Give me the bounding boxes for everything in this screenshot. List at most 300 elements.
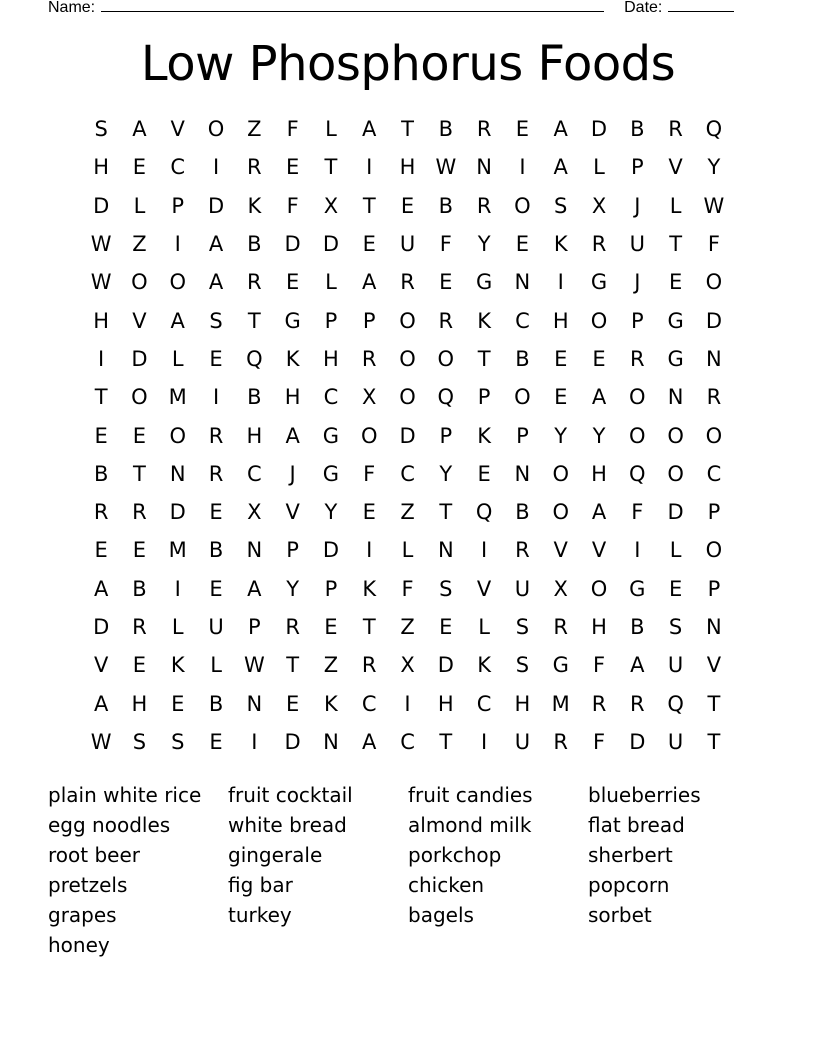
grid-letter[interactable]: E <box>209 729 223 754</box>
grid-letter[interactable]: Q <box>437 385 455 410</box>
grid-letter[interactable]: R <box>591 691 607 716</box>
grid-letter[interactable]: F <box>592 653 606 678</box>
grid-letter[interactable]: P <box>707 500 721 525</box>
word-list-item: fig bar <box>228 873 293 897</box>
grid-letter[interactable]: A <box>208 270 224 295</box>
grid-letter[interactable]: O <box>667 423 684 448</box>
grid-letter[interactable]: N <box>667 385 684 410</box>
grid-letter[interactable]: U <box>399 232 416 257</box>
grid-letter[interactable]: H <box>93 155 110 180</box>
grid-letter[interactable]: T <box>362 193 376 218</box>
grid-letter[interactable]: D <box>169 500 186 525</box>
grid-letter[interactable]: J <box>289 461 296 486</box>
grid-letter[interactable]: I <box>404 691 411 716</box>
grid-letter[interactable]: I <box>481 729 488 754</box>
grid-letter[interactable]: W <box>90 232 112 257</box>
grid-letter[interactable]: C <box>400 461 415 486</box>
grid-letter[interactable]: V <box>93 653 109 678</box>
grid-letter[interactable]: R <box>208 423 224 448</box>
grid-letter[interactable]: O <box>399 385 416 410</box>
grid-letter[interactable]: R <box>476 193 492 218</box>
grid-letter[interactable]: T <box>707 729 721 754</box>
grid-letter[interactable]: A <box>591 500 607 525</box>
grid-letter[interactable]: T <box>669 232 683 257</box>
grid-letter[interactable]: O <box>705 423 723 448</box>
grid-letter[interactable]: L <box>171 346 184 371</box>
date-label: Date: <box>624 0 663 16</box>
grid-letter[interactable]: A <box>247 576 262 601</box>
grid-letter[interactable]: K <box>285 346 300 371</box>
grid-letter[interactable]: A <box>362 117 377 142</box>
grid-letter[interactable]: H <box>437 691 454 716</box>
grid-letter[interactable]: S <box>515 615 530 639</box>
grid-letter[interactable]: P <box>362 308 376 333</box>
grid-letter[interactable]: R <box>400 270 415 295</box>
grid-letter[interactable]: R <box>706 385 722 410</box>
grid-letter[interactable]: T <box>133 461 146 486</box>
grid-letter[interactable]: K <box>170 653 185 678</box>
grid-letter[interactable]: R <box>247 270 262 295</box>
grid-letter[interactable]: R <box>361 653 377 678</box>
grid-letter[interactable]: I <box>557 270 564 295</box>
grid-letter[interactable]: L <box>669 538 682 563</box>
grid-letter[interactable]: V <box>132 308 147 333</box>
grid-letter[interactable]: E <box>285 155 300 180</box>
grid-letter[interactable]: U <box>667 729 684 754</box>
grid-letter[interactable]: R <box>361 346 377 371</box>
grid-letter[interactable]: H <box>552 308 569 333</box>
grid-letter[interactable]: B <box>515 346 530 371</box>
grid-letter[interactable]: B <box>247 232 262 257</box>
grid-letter[interactable]: B <box>630 615 645 639</box>
grid-letter[interactable]: F <box>631 500 644 525</box>
grid-letter[interactable]: R <box>285 615 300 639</box>
grid-letter[interactable]: A <box>93 691 109 716</box>
grid-letter[interactable]: F <box>592 729 606 754</box>
grid-letter[interactable]: E <box>668 270 683 295</box>
grid-letter[interactable]: H <box>591 461 607 486</box>
grid-letter[interactable]: N <box>706 346 722 371</box>
grid-letter[interactable]: F <box>363 461 376 486</box>
grid-letter[interactable]: L <box>401 538 414 563</box>
grid-letter[interactable]: O <box>399 346 416 371</box>
grid-letter[interactable]: O <box>629 385 646 410</box>
grid-letter[interactable]: K <box>477 653 491 678</box>
grid-letter[interactable]: E <box>94 538 108 563</box>
name-field[interactable] <box>101 0 604 12</box>
grid-letter[interactable]: C <box>706 461 722 486</box>
grid-letter[interactable]: S <box>515 653 530 678</box>
grid-letter[interactable]: Y <box>439 461 453 486</box>
grid-letter[interactable]: B <box>515 500 530 525</box>
grid-letter[interactable]: E <box>592 346 606 371</box>
grid-letter[interactable]: Y <box>554 423 568 448</box>
grid-letter[interactable]: D <box>322 232 340 257</box>
grid-letter[interactable]: E <box>285 270 300 295</box>
grid-letter[interactable]: I <box>212 385 220 410</box>
grid-letter[interactable]: G <box>475 270 493 295</box>
grid-letter[interactable]: U <box>629 232 645 257</box>
grid-letter[interactable]: K <box>324 691 338 716</box>
grid-letter[interactable]: D <box>629 729 646 754</box>
grid-letter[interactable]: P <box>286 538 299 563</box>
grid-letter[interactable]: V <box>476 576 492 601</box>
grid-letter[interactable]: R <box>553 615 568 639</box>
grid-letter[interactable]: S <box>668 615 683 639</box>
grid-letter[interactable]: M <box>168 385 187 410</box>
grid-letter[interactable]: D <box>207 193 225 218</box>
grid-letter[interactable]: M <box>168 538 187 563</box>
grid-letter[interactable]: N <box>476 155 492 180</box>
grid-letter[interactable]: P <box>324 308 338 333</box>
grid-letter[interactable]: B <box>438 193 454 218</box>
grid-letter[interactable]: U <box>514 729 531 754</box>
grid-letter[interactable]: P <box>630 155 644 180</box>
grid-letter[interactable]: D <box>93 615 110 639</box>
grid-letter[interactable]: Y <box>286 576 300 601</box>
grid-letter[interactable]: E <box>209 500 223 525</box>
grid-letter[interactable]: T <box>247 308 261 333</box>
grid-letter[interactable]: A <box>630 653 645 678</box>
grid-letter[interactable]: Z <box>132 232 147 257</box>
grid-letter[interactable]: Q <box>705 117 723 142</box>
grid-letter[interactable]: D <box>322 538 340 563</box>
grid-letter[interactable]: I <box>366 538 373 563</box>
grid-letter[interactable]: R <box>208 461 224 486</box>
grid-letter[interactable]: O <box>590 308 608 333</box>
grid-letter[interactable]: D <box>667 500 684 525</box>
grid-letter[interactable]: I <box>212 155 220 180</box>
grid-letter[interactable]: H <box>323 346 339 371</box>
grid-letter[interactable]: P <box>439 423 453 448</box>
grid-letter[interactable]: E <box>439 270 453 295</box>
grid-letter[interactable]: C <box>515 308 530 333</box>
grid-letter[interactable]: B <box>208 538 224 563</box>
grid-letter[interactable]: L <box>325 117 337 142</box>
grid-letter[interactable]: I <box>174 232 181 257</box>
grid-letter[interactable]: H <box>93 308 110 333</box>
grid-letter[interactable]: R <box>668 117 683 142</box>
grid-letter[interactable]: X <box>247 500 262 525</box>
grid-letter[interactable]: Y <box>324 500 338 525</box>
grid-letter[interactable]: P <box>171 193 185 218</box>
grid-letter[interactable]: E <box>285 691 300 716</box>
grid-letter[interactable]: N <box>514 461 531 486</box>
grid-letter[interactable]: E <box>439 615 453 639</box>
grid-letter[interactable]: H <box>591 615 607 639</box>
name-label: Name: <box>48 0 96 16</box>
grid-letter[interactable]: N <box>323 729 339 754</box>
grid-letter[interactable]: T <box>477 346 491 371</box>
grid-letter[interactable]: R <box>515 538 530 563</box>
grid-letter[interactable]: O <box>131 270 148 295</box>
grid-letter[interactable]: A <box>170 308 185 333</box>
grid-letter[interactable]: E <box>94 423 108 448</box>
grid-letter[interactable]: F <box>439 232 452 257</box>
grid-letter[interactable]: K <box>477 308 491 333</box>
grid-letter[interactable]: R <box>591 232 607 257</box>
grid-letter[interactable]: N <box>706 615 722 639</box>
grid-letter[interactable]: C <box>247 461 262 486</box>
grid-letter[interactable]: S <box>209 308 223 333</box>
word-list-item: plain white rice <box>48 783 202 807</box>
grid-letter[interactable]: D <box>437 653 454 678</box>
grid-letter[interactable]: I <box>174 576 181 601</box>
grid-letter[interactable]: A <box>285 423 300 448</box>
grid-letter[interactable]: L <box>325 270 337 295</box>
grid-letter[interactable]: I <box>634 538 641 563</box>
grid-letter[interactable]: X <box>323 193 339 218</box>
grid-letter[interactable]: X <box>400 653 415 678</box>
grid-letter[interactable]: P <box>324 576 338 601</box>
grid-letter[interactable]: L <box>171 615 184 639</box>
grid-letter[interactable]: D <box>93 193 110 218</box>
grid-letter[interactable]: O <box>437 346 455 371</box>
grid-letter[interactable]: M <box>551 691 570 716</box>
grid-letter[interactable]: S <box>171 729 185 754</box>
grid-letter[interactable]: H <box>514 691 531 716</box>
grid-letter[interactable]: A <box>591 385 607 410</box>
grid-letter[interactable]: E <box>515 117 530 142</box>
grid-letter[interactable]: R <box>630 346 645 371</box>
grid-letter[interactable]: K <box>362 576 377 601</box>
grid-letter[interactable]: R <box>476 117 492 142</box>
grid-letter[interactable]: V <box>591 538 607 563</box>
grid-letter[interactable]: R <box>438 308 454 333</box>
grid-letter[interactable]: O <box>667 461 684 486</box>
grid-letter[interactable]: G <box>322 423 340 448</box>
grid-letter[interactable]: V <box>285 500 300 525</box>
grid-letter[interactable]: A <box>208 232 224 257</box>
grid-letter[interactable]: I <box>519 155 526 180</box>
grid-letter[interactable]: S <box>554 193 568 218</box>
grid-letter[interactable]: O <box>705 270 723 295</box>
grid-letter[interactable]: S <box>132 729 147 754</box>
grid-letter[interactable]: L <box>133 193 146 218</box>
grid-letter[interactable]: B <box>93 461 109 486</box>
grid-letter[interactable]: L <box>210 653 222 678</box>
grid-letter[interactable]: T <box>286 653 300 678</box>
grid-letter[interactable]: O <box>590 576 608 601</box>
grid-letter[interactable]: P <box>516 423 529 448</box>
grid-letter[interactable]: V <box>706 653 722 678</box>
grid-letter[interactable]: L <box>478 615 490 639</box>
grid-letter[interactable]: Q <box>629 461 646 486</box>
grid-letter[interactable]: P <box>248 615 261 639</box>
grid-letter[interactable]: T <box>94 385 108 410</box>
grid-letter[interactable]: T <box>362 615 376 639</box>
grid-letter[interactable]: O <box>360 423 378 448</box>
grid-letter[interactable]: E <box>132 423 147 448</box>
grid-letter[interactable]: T <box>324 155 338 180</box>
grid-letter[interactable]: C <box>400 729 415 754</box>
grid-letter[interactable]: H <box>131 691 148 716</box>
grid-letter[interactable]: F <box>286 193 299 218</box>
grid-letter[interactable]: E <box>209 576 223 601</box>
word-list-item: sherbert <box>588 843 673 867</box>
grid-letter[interactable]: A <box>553 117 568 142</box>
grid-letter[interactable]: C <box>361 691 377 716</box>
grid-letter[interactable]: P <box>707 576 721 601</box>
grid-letter[interactable]: N <box>246 691 263 716</box>
grid-letter[interactable]: G <box>667 308 684 333</box>
grid-letter[interactable]: G <box>284 308 301 333</box>
grid-letter[interactable]: K <box>247 193 262 218</box>
grid-letter[interactable]: G <box>590 270 608 295</box>
grid-letter[interactable]: B <box>132 576 147 601</box>
grid-letter[interactable]: U <box>208 615 224 639</box>
grid-letter[interactable]: E <box>554 346 568 371</box>
grid-letter[interactable]: B <box>630 117 645 142</box>
grid-letter[interactable]: D <box>705 308 722 333</box>
grid-letter[interactable]: T <box>707 691 721 716</box>
grid-letter[interactable]: O <box>514 385 531 410</box>
grid-letter[interactable]: G <box>629 576 646 601</box>
grid-letter[interactable]: R <box>132 500 147 525</box>
grid-letter[interactable]: I <box>98 346 105 371</box>
grid-letter[interactable]: T <box>401 117 414 142</box>
grid-letter[interactable]: X <box>553 576 568 601</box>
grid-letter[interactable]: E <box>477 461 491 486</box>
grid-letter[interactable]: D <box>590 117 608 142</box>
grid-letter[interactable]: E <box>132 538 147 563</box>
grid-letter[interactable]: D <box>284 232 301 257</box>
grid-letter[interactable]: E <box>132 653 147 678</box>
grid-letter[interactable]: Z <box>323 653 339 678</box>
grid-letter[interactable]: V <box>170 117 185 142</box>
grid-letter[interactable]: E <box>668 576 683 601</box>
grid-letter[interactable]: J <box>634 193 641 218</box>
grid-letter[interactable]: U <box>514 576 531 601</box>
grid-letter[interactable]: W <box>243 653 265 678</box>
grid-letter[interactable]: F <box>401 576 414 601</box>
grid-letter[interactable]: W <box>90 729 112 754</box>
grid-letter[interactable]: Z <box>247 117 262 142</box>
grid-letter[interactable]: N <box>514 270 531 295</box>
grid-letter[interactable]: B <box>247 385 262 410</box>
word-list-item: sorbet <box>588 903 652 927</box>
grid-letter[interactable]: Y <box>707 155 721 180</box>
grid-letter[interactable]: T <box>439 500 453 525</box>
grid-letter[interactable]: Q <box>667 691 684 716</box>
grid-letter[interactable]: P <box>477 385 491 410</box>
grid-letter[interactable]: S <box>94 117 108 142</box>
grid-letter[interactable]: Q <box>475 500 493 525</box>
grid-letter[interactable]: E <box>209 346 223 371</box>
grid-letter[interactable]: O <box>552 461 569 486</box>
grid-letter[interactable]: O <box>169 423 186 448</box>
grid-letter[interactable]: C <box>323 385 339 410</box>
grid-letter[interactable]: E <box>362 232 376 257</box>
grid-letter[interactable]: D <box>131 346 148 371</box>
grid-letter[interactable]: D <box>284 729 301 754</box>
grid-letter[interactable]: O <box>169 270 186 295</box>
grid-letter[interactable]: E <box>324 615 338 639</box>
grid-letter[interactable]: O <box>705 538 723 563</box>
word-list-item: flat bread <box>588 813 685 837</box>
grid-letter[interactable]: W <box>435 155 457 180</box>
grid-letter[interactable]: O <box>629 423 646 448</box>
grid-letter[interactable]: N <box>437 538 454 563</box>
grid-letter[interactable]: J <box>634 270 641 295</box>
grid-letter[interactable]: H <box>399 155 416 180</box>
grid-letter[interactable]: A <box>93 576 109 601</box>
grid-letter[interactable]: L <box>593 155 605 180</box>
grid-letter[interactable]: Q <box>246 346 263 371</box>
grid-letter[interactable]: T <box>439 729 453 754</box>
grid-letter[interactable]: O <box>131 385 148 410</box>
grid-letter[interactable]: O <box>552 500 569 525</box>
grid-letter[interactable]: Z <box>400 500 415 525</box>
grid-letter[interactable]: G <box>552 653 569 678</box>
grid-letter[interactable]: N <box>246 538 263 563</box>
grid-letter[interactable]: R <box>553 729 568 754</box>
grid-letter[interactable]: W <box>90 270 112 295</box>
grid-letter[interactable]: H <box>246 423 263 448</box>
grid-letter[interactable]: I <box>251 729 258 754</box>
grid-letter[interactable]: A <box>362 270 377 295</box>
grid-letter[interactable]: R <box>247 155 262 180</box>
grid-letter[interactable]: R <box>93 500 109 525</box>
grid-letter[interactable]: E <box>171 691 185 716</box>
grid-letter[interactable]: B <box>208 691 224 716</box>
grid-letter[interactable]: V <box>553 538 568 563</box>
grid-letter[interactable]: Z <box>400 615 415 639</box>
grid-letter[interactable]: X <box>362 385 377 410</box>
grid-letter[interactable]: I <box>366 155 373 180</box>
grid-letter[interactable]: C <box>476 691 492 716</box>
grid-letter[interactable]: V <box>668 155 683 180</box>
grid-letter[interactable]: Y <box>477 232 491 257</box>
grid-letter[interactable]: F <box>286 117 299 142</box>
word-list-item: root beer <box>48 843 140 867</box>
grid-letter[interactable]: P <box>630 308 644 333</box>
grid-letter[interactable]: F <box>707 232 720 257</box>
grid-letter[interactable]: E <box>400 193 415 218</box>
grid-letter[interactable]: O <box>207 117 225 142</box>
grid-letter[interactable]: E <box>554 385 568 410</box>
grid-letter[interactable]: O <box>399 308 416 333</box>
grid-letter[interactable]: I <box>481 538 488 563</box>
grid-letter[interactable]: R <box>132 615 147 639</box>
grid-letter[interactable]: O <box>514 193 531 218</box>
grid-letter[interactable]: A <box>553 155 568 180</box>
grid-letter[interactable]: D <box>399 423 416 448</box>
grid-letter[interactable]: C <box>170 155 186 180</box>
grid-letter[interactable]: U <box>667 653 684 678</box>
grid-letter[interactable]: W <box>703 193 725 218</box>
grid-letter[interactable]: B <box>438 117 454 142</box>
grid-letter[interactable]: G <box>667 346 684 371</box>
grid-letter[interactable]: K <box>553 232 568 257</box>
grid-letter[interactable]: G <box>322 461 340 486</box>
grid-letter[interactable]: E <box>515 232 530 257</box>
grid-letter[interactable]: A <box>362 729 377 754</box>
grid-letter[interactable]: X <box>591 193 607 218</box>
grid-letter[interactable]: K <box>477 423 491 448</box>
grid-letter[interactable]: H <box>284 385 301 410</box>
grid-letter[interactable]: E <box>362 500 376 525</box>
grid-letter[interactable]: E <box>132 155 147 180</box>
grid-letter[interactable]: Y <box>592 423 606 448</box>
grid-letter[interactable]: A <box>132 117 147 142</box>
grid-letter[interactable]: S <box>439 576 453 601</box>
word-list-item: grapes <box>48 903 117 927</box>
date-field[interactable] <box>668 0 734 12</box>
grid-letter[interactable]: N <box>169 461 186 486</box>
grid-letter[interactable]: R <box>630 691 645 716</box>
grid-letter[interactable]: L <box>669 193 682 218</box>
